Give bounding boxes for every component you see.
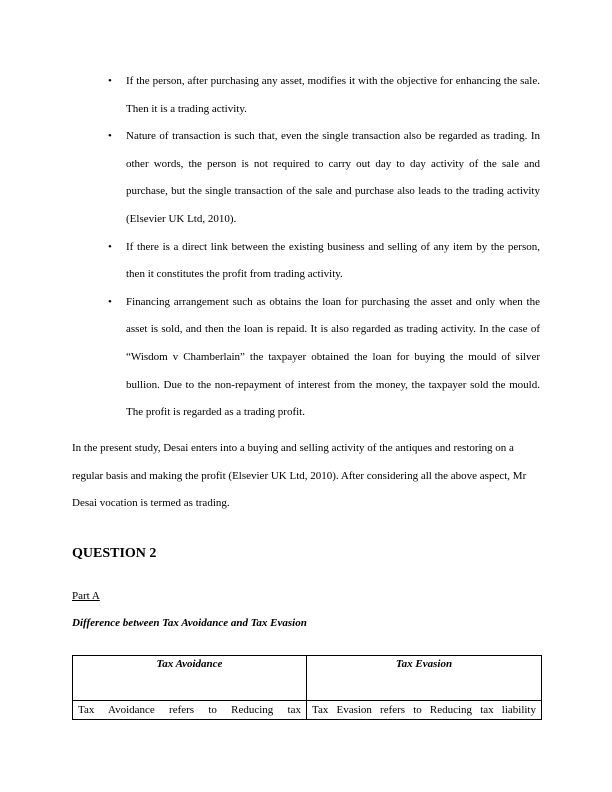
bullet-icon: •: [108, 295, 112, 308]
question-heading: QUESTION 2: [72, 546, 157, 561]
bullet-icon: •: [108, 75, 112, 87]
table-cell: Tax Avoidance refers to Reducing tax: [73, 701, 307, 720]
table-header-row: [73, 656, 542, 701]
bullet-text: Financing arrangement such as obtains the loan for purchasing the asset and only when the asset is sold, and then the loan is repaid. It is also regarded as trading activity. In the case of “Wisdom v Chamberlain” the taxpayer obtained the loan for buying the mould of silver bullion. Due to the non-repayment of interest from the money, the taxpayer sold the mould. The profit is regarded as a trading profit.: [126, 295, 540, 419]
table-cell: Tax Evasion refers to Reducing tax liability: [307, 701, 542, 720]
bullet-text: Nature of transaction is such that, even the single transaction also be regarded as trading. In other words, the person is not required to carry out day to day activity of the sale and purchase, but the single transaction of the sale and purchase also leads to the trading activity (Elsevier UK Ltd, 2010).: [126, 130, 540, 225]
header-tax-avoidance: Tax Avoidance: [73, 656, 307, 701]
bullet-item: [102, 68, 540, 123]
bullet-icon: •: [108, 130, 112, 143]
header-tax-evasion: Tax Evasion: [307, 656, 542, 701]
table-title: Difference between Tax Avoidance and Tax Evasion: [72, 617, 307, 629]
body-paragraph: In the present study, Desai enters into a buying and selling activity of the antiques and restoring on a regular basis and making the profit (Elsevier UK Ltd, 2010). After considering all the above aspect, Mr Desai vocation is termed as trading.: [72, 442, 527, 510]
bullet-item: [102, 123, 540, 233]
table-row: [73, 701, 542, 720]
part-label: Part A: [72, 590, 100, 602]
bullet-item: [102, 234, 540, 289]
bullet-text: If the person, after purchasing any asset, modifies it with the objective for enhancing the sale. Then it is a trading activity.: [126, 75, 540, 115]
bullet-item: [102, 289, 540, 427]
bullet-text: If there is a direct link between the existing business and selling of any item by the person, then it constitutes the profit from trading activity.: [126, 240, 540, 281]
comparison-table: [72, 655, 542, 720]
bullet-icon: •: [108, 240, 112, 253]
bullet-list: [102, 68, 540, 427]
